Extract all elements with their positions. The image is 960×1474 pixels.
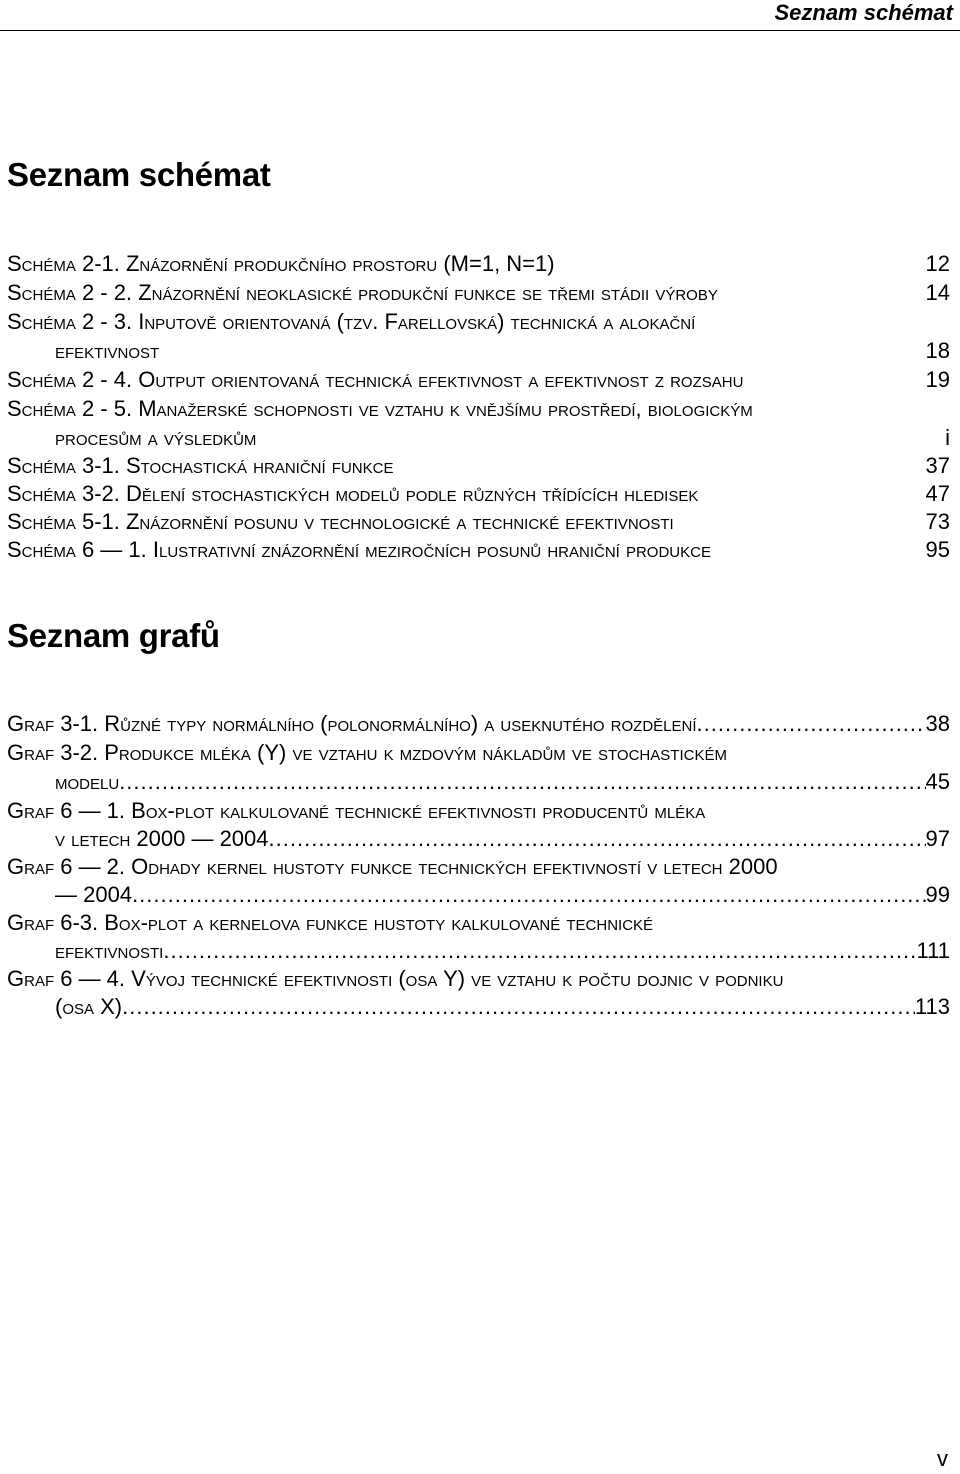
entry-title: Graf 6 — 1. Box-plot kalkulované technické efektivnosti producentů mléka	[7, 798, 706, 823]
entry-title: Schéma 2 - 5. Manažerské schopnosti ve vztahu k vnějšímu prostředí, biologickým	[7, 396, 753, 421]
schema-entry[interactable]	[7, 308, 950, 336]
schema-entry[interactable]	[7, 480, 950, 508]
graf-entry[interactable]	[7, 739, 950, 767]
graf-entry[interactable]	[7, 965, 950, 993]
entry-page-number: 19	[925, 367, 950, 392]
dot-leader	[122, 993, 915, 1021]
entry-page-number: 38	[925, 711, 950, 736]
entry-page-number: 73	[925, 509, 950, 534]
grafy-heading: Seznam grafů	[7, 617, 220, 654]
schema-entry[interactable]	[7, 452, 950, 480]
dot-leader	[269, 825, 926, 853]
entry-title: Schéma 5-1. Znázornění posunu v technologické a technické efektivnosti	[7, 509, 674, 534]
entry-page-number: 47	[925, 481, 950, 506]
dot-leader	[119, 768, 925, 796]
entry-title: Schéma 2 - 4. Output orientovaná technická efektivnost a efektivnost z rozsahu	[7, 367, 744, 392]
entry-title: Schéma 6 — 1. Ilustrativní znázornění meziročních posunů hraniční produkce	[7, 537, 711, 562]
entry-title: Graf 6 — 4. Vývoj technické efektivnosti (osa Y) ve vztahu k počtu dojnic v podniku	[7, 966, 784, 991]
entry-page-number: 18	[925, 338, 950, 363]
entry-title: Graf 6-3. Box-plot a kernelova funkce hustoty kalkulované technické	[7, 910, 654, 935]
entry-page-number: 99	[925, 882, 950, 907]
graf-entry[interactable]	[7, 909, 950, 937]
entry-page-number: 111	[916, 938, 950, 963]
entry-page-number: 12	[925, 251, 950, 276]
graf-entry-continuation[interactable]	[55, 937, 950, 965]
schema-entry[interactable]	[7, 536, 950, 564]
entry-title: Schéma 2 - 3. Inputově orientovaná (tzv. Farellovská) technická a alokační	[7, 309, 696, 334]
entry-page-number: 14	[925, 280, 950, 305]
graf-entry[interactable]	[7, 797, 950, 825]
schema-entry[interactable]	[7, 366, 950, 394]
entry-page-number: 95	[925, 537, 950, 562]
graf-entry-continuation[interactable]	[55, 881, 950, 909]
entry-title: modelu	[55, 769, 120, 794]
page-header	[0, 0, 960, 31]
entry-title: Schéma 2 - 2. Znázornění neoklasické produkční funkce se třemi stádii výroby	[7, 280, 718, 305]
entry-title: v letech 2000 — 2004	[55, 826, 269, 851]
dot-leader	[132, 881, 925, 909]
schema-entry-continuation[interactable]	[55, 424, 950, 452]
entry-title: Schéma 3-1. Stochastická hraniční funkce	[7, 453, 394, 478]
entry-page-number: i	[945, 425, 950, 450]
entry-page-number: 113	[914, 994, 950, 1019]
graf-entry-continuation[interactable]	[55, 768, 950, 796]
entry-page-number: 97	[925, 826, 950, 851]
entry-page-number: 37	[925, 453, 950, 478]
entry-title: (osa X)	[55, 994, 123, 1019]
dot-leader	[697, 710, 926, 738]
entry-title: Schéma 3-2. Dělení stochastických modelů podle různých třídících hledisek	[7, 481, 699, 506]
running-header-title: Seznam schémat	[774, 0, 953, 25]
graf-entry[interactable]	[7, 853, 950, 881]
entry-page-number: 45	[925, 769, 950, 794]
entry-title: Graf 6 — 2. Odhady kernel hustoty funkce technických efektivností v letech 2000	[7, 854, 778, 879]
dot-leader	[163, 937, 916, 965]
entry-title: efektivnost	[55, 338, 160, 363]
schema-entry[interactable]	[7, 279, 950, 307]
entry-title: efektivnosti	[55, 938, 164, 963]
entry-title: procesům a výsledkům	[55, 425, 257, 450]
graf-entry[interactable]	[7, 710, 950, 738]
schema-entry[interactable]	[7, 250, 950, 278]
schema-entry[interactable]	[7, 395, 950, 423]
graf-entry-continuation[interactable]	[55, 993, 950, 1021]
graf-entry-continuation[interactable]	[55, 825, 950, 853]
page-number: v	[937, 1446, 948, 1471]
schemata-heading: Seznam schémat	[7, 156, 271, 193]
entry-title: Graf 3-2. Produkce mléka (Y) ve vztahu k mzdovým nákladům ve stochastickém	[7, 740, 727, 765]
schema-entry-continuation[interactable]	[55, 337, 950, 365]
entry-title: — 2004	[55, 882, 133, 907]
schema-entry[interactable]	[7, 508, 950, 536]
entry-title: Schéma 2-1. Znázornění produkčního prostoru (M=1, N=1)	[7, 251, 555, 276]
entry-title: Graf 3-1. Různé typy normálního (polonormálního) a useknutého rozdělení	[7, 711, 697, 736]
